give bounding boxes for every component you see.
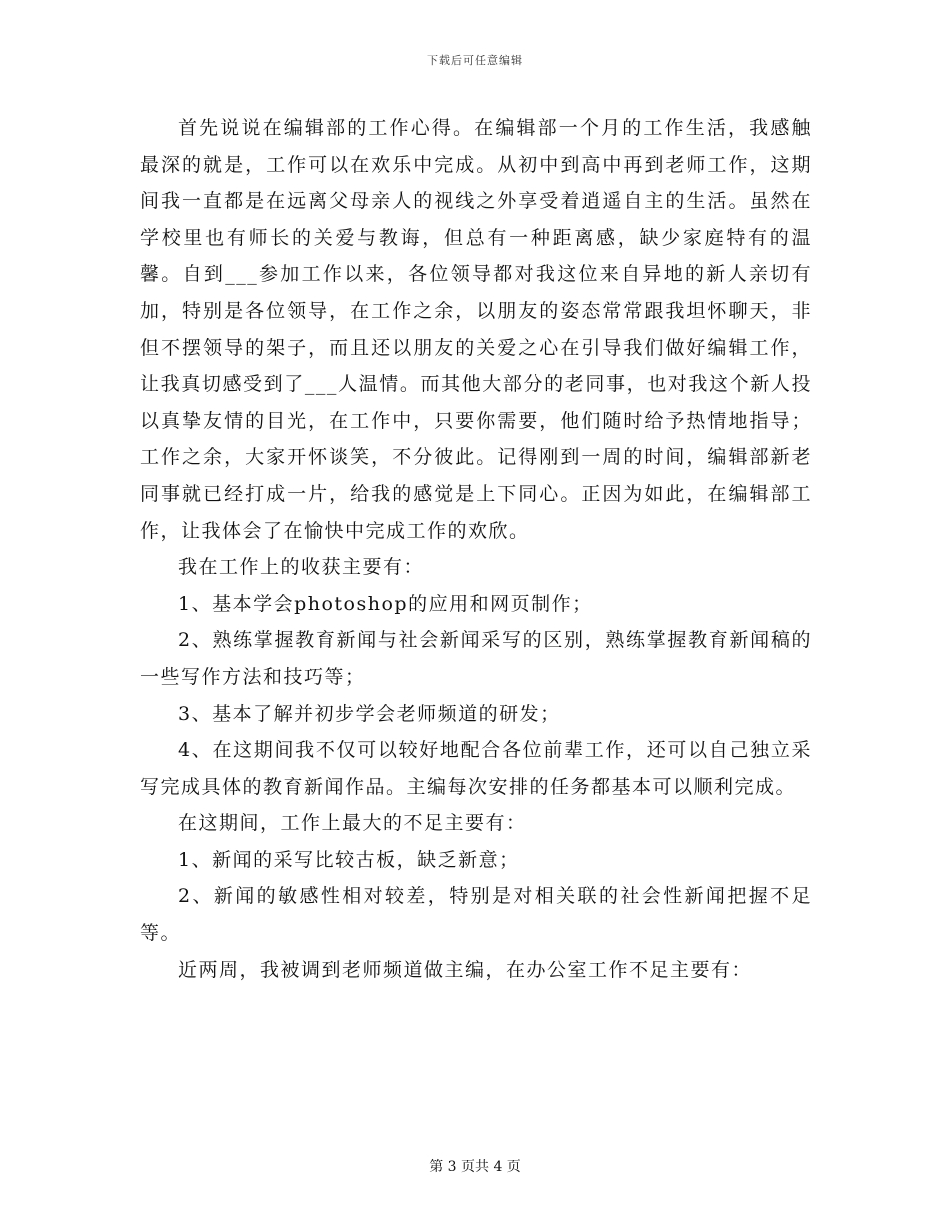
list-item-gain-3: 3、基本了解并初步学会老师频道的研发； [178, 702, 561, 725]
paragraph-work-experience: 首先说说在编辑部的工作心得。在编辑部一个月的工作生活，我感触最深的就是，工作可以在欢乐中完成。从初中到高中再到老师工作，这期间我一直都是在远离父母亲人的视线之外享受着逍遥自主的生活。虽然在学校里也有师长的关爱与教诲，但总有一种距离感，缺少家庭特有的温馨。自到___参加工作以来，各位领导都对我这位来自异地的新人亲切有加，特别是各位领导，在工作之余，以朋友的姿态常常跟我坦怀聊天，非但不摆领导的架子，而且还以朋友的关爱之心在引导我们做好编辑工作，让我真切感受到了___人温情。而其他大部分的老同事，也对我这个新人投以真挚友情的目光，在工作中，只要你需要，他们随时给予热情地指导；工作之余，大家开怀谈笑，不分彼此。记得刚到一周的时间，编辑部新老同事就已经打成一片，给我的感觉是上下同心。正因为如此，在编辑部工作，让我体会了在愉快中完成工作的欢欣。 [140, 117, 812, 542]
list-item-shortcoming-2: 2、新闻的敏感性相对较差，特别是对相关联的社会性新闻把握不足等。 [140, 885, 812, 945]
list-item-gain-1: 1、基本学会photoshop的应用和网页制作； [178, 592, 593, 615]
paragraph-recent-weeks: 近两周，我被调到老师频道做主编，在办公室工作不足主要有： [178, 958, 753, 981]
paragraph-gains-intro: 我在工作上的收获主要有： [178, 556, 425, 579]
page-number-footer: 第 3 页共 4 页 [429, 1159, 521, 1175]
page-header: 下载后可任意编辑 [427, 54, 523, 67]
list-item-shortcoming-1: 1、新闻的采写比较古板，缺乏新意； [178, 848, 520, 871]
list-item-gain-4: 4、在这期间我不仅可以较好地配合各位前辈工作，还可以自己独立采写完成具体的教育新闻作品。主编每次安排的任务都基本可以顺利完成。 [140, 739, 812, 798]
paragraph-shortcomings-intro: 在这期间，工作上最大的不足主要有： [178, 812, 527, 835]
document-body [140, 110, 812, 988]
list-item-gain-2: 2、熟练掌握教育新闻与社会新闻采写的区别，熟练掌握教育新闻稿的一些写作方法和技巧等； [140, 629, 812, 688]
